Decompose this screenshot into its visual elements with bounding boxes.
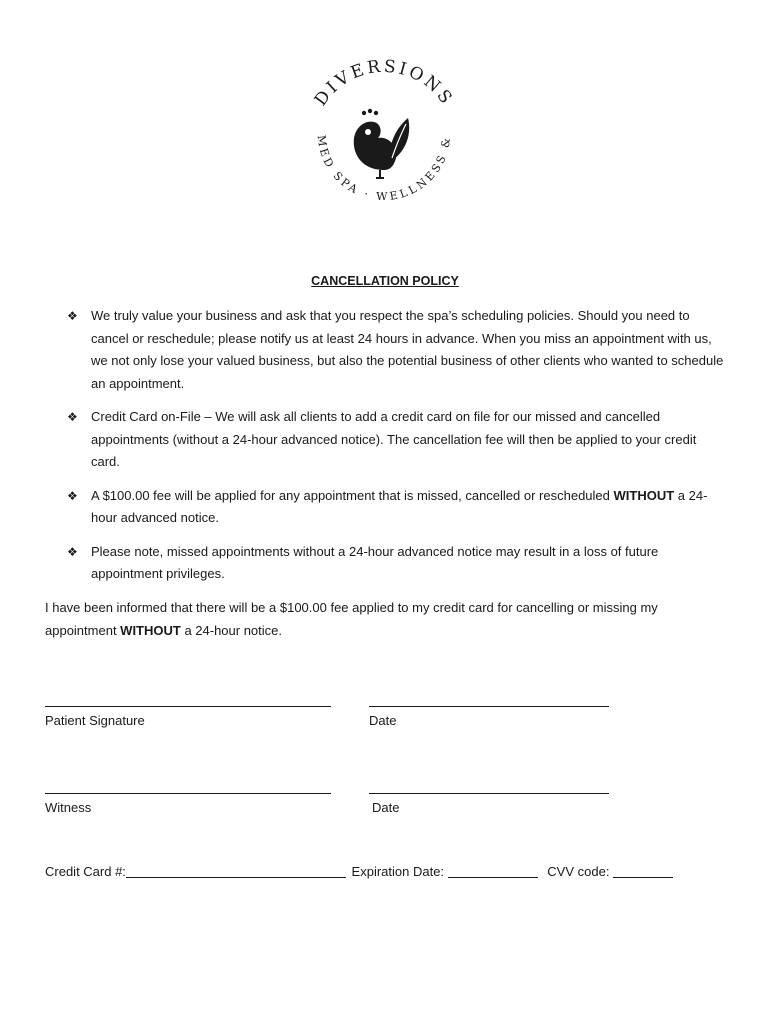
emphasis: WITHOUT bbox=[613, 487, 675, 503]
acknowledgement-statement: I have been informed that there will be a $100.00 fee applied to my credit card for cancelling or missing my appointment WITHOUT a 24-hour notice. bbox=[45, 600, 658, 638]
diamond-bullet-icon: ❖ bbox=[67, 309, 78, 323]
date-line-1[interactable] bbox=[369, 706, 609, 707]
patient-signature-label: Patient Signature bbox=[45, 713, 145, 728]
diamond-bullet-icon: ❖ bbox=[67, 488, 78, 503]
cvv-field[interactable] bbox=[613, 865, 673, 878]
witness-signature-line[interactable] bbox=[45, 793, 331, 794]
policy-item bbox=[66, 305, 726, 395]
diversions-logo bbox=[300, 58, 468, 226]
patient-signature-line[interactable] bbox=[45, 706, 331, 707]
svg-text:DIVERSIONS bbox=[311, 58, 457, 110]
policy-item bbox=[66, 485, 726, 530]
policy-text: A $100.00 fee will be applied for any appointment that is missed, cancelled or rescheduled WITHOUT a 24-hour advanced notice. bbox=[91, 487, 708, 525]
policy-list bbox=[66, 305, 726, 597]
page-title: CANCELLATION POLICY bbox=[311, 274, 459, 288]
credit-card-label: Credit Card #: bbox=[45, 864, 126, 879]
emphasis: WITHOUT bbox=[120, 622, 181, 638]
credit-card-row bbox=[45, 864, 673, 879]
credit-card-field[interactable] bbox=[126, 865, 346, 878]
policy-text: Credit Card on-File – We will ask all clients to add a credit card on file for our missed and cancelled appointments (without a 24-hour advanced notice). The cancellation fee will then be applied to your credit card. bbox=[91, 409, 697, 469]
logo-top-text: DIVERSIONS bbox=[310, 58, 458, 110]
policy-text: Please note, missed appointments without a 24-hour advanced notice may result in a loss of future appointment privileges. bbox=[91, 543, 659, 581]
cvv-label: CVV code: bbox=[547, 864, 610, 879]
policy-text: We truly value your business and ask that you respect the spa’s scheduling policies. Should you need to cancel or reschedule; please notify us at least 24 hours in advance. When you miss an appointment with us, we not only lose your valued business, but also the potential business of other clients who wanted to schedule an appointment. bbox=[91, 308, 724, 391]
date-label-2: Date bbox=[372, 800, 400, 815]
hen-with-leaf-icon bbox=[354, 109, 409, 178]
policy-item bbox=[66, 406, 726, 474]
expiration-date-label: Expiration Date: bbox=[351, 864, 445, 879]
logo-bottom-text: MED SPA · WELLNESS & bbox=[314, 134, 454, 204]
date-line-2[interactable] bbox=[369, 793, 609, 794]
witness-label: Witness bbox=[45, 800, 92, 815]
expiration-date-field[interactable] bbox=[448, 865, 538, 878]
policy-item bbox=[66, 541, 726, 586]
diamond-bullet-icon: ❖ bbox=[67, 544, 78, 559]
diamond-bullet-icon: ❖ bbox=[67, 410, 78, 424]
date-label-1: Date bbox=[369, 713, 397, 728]
